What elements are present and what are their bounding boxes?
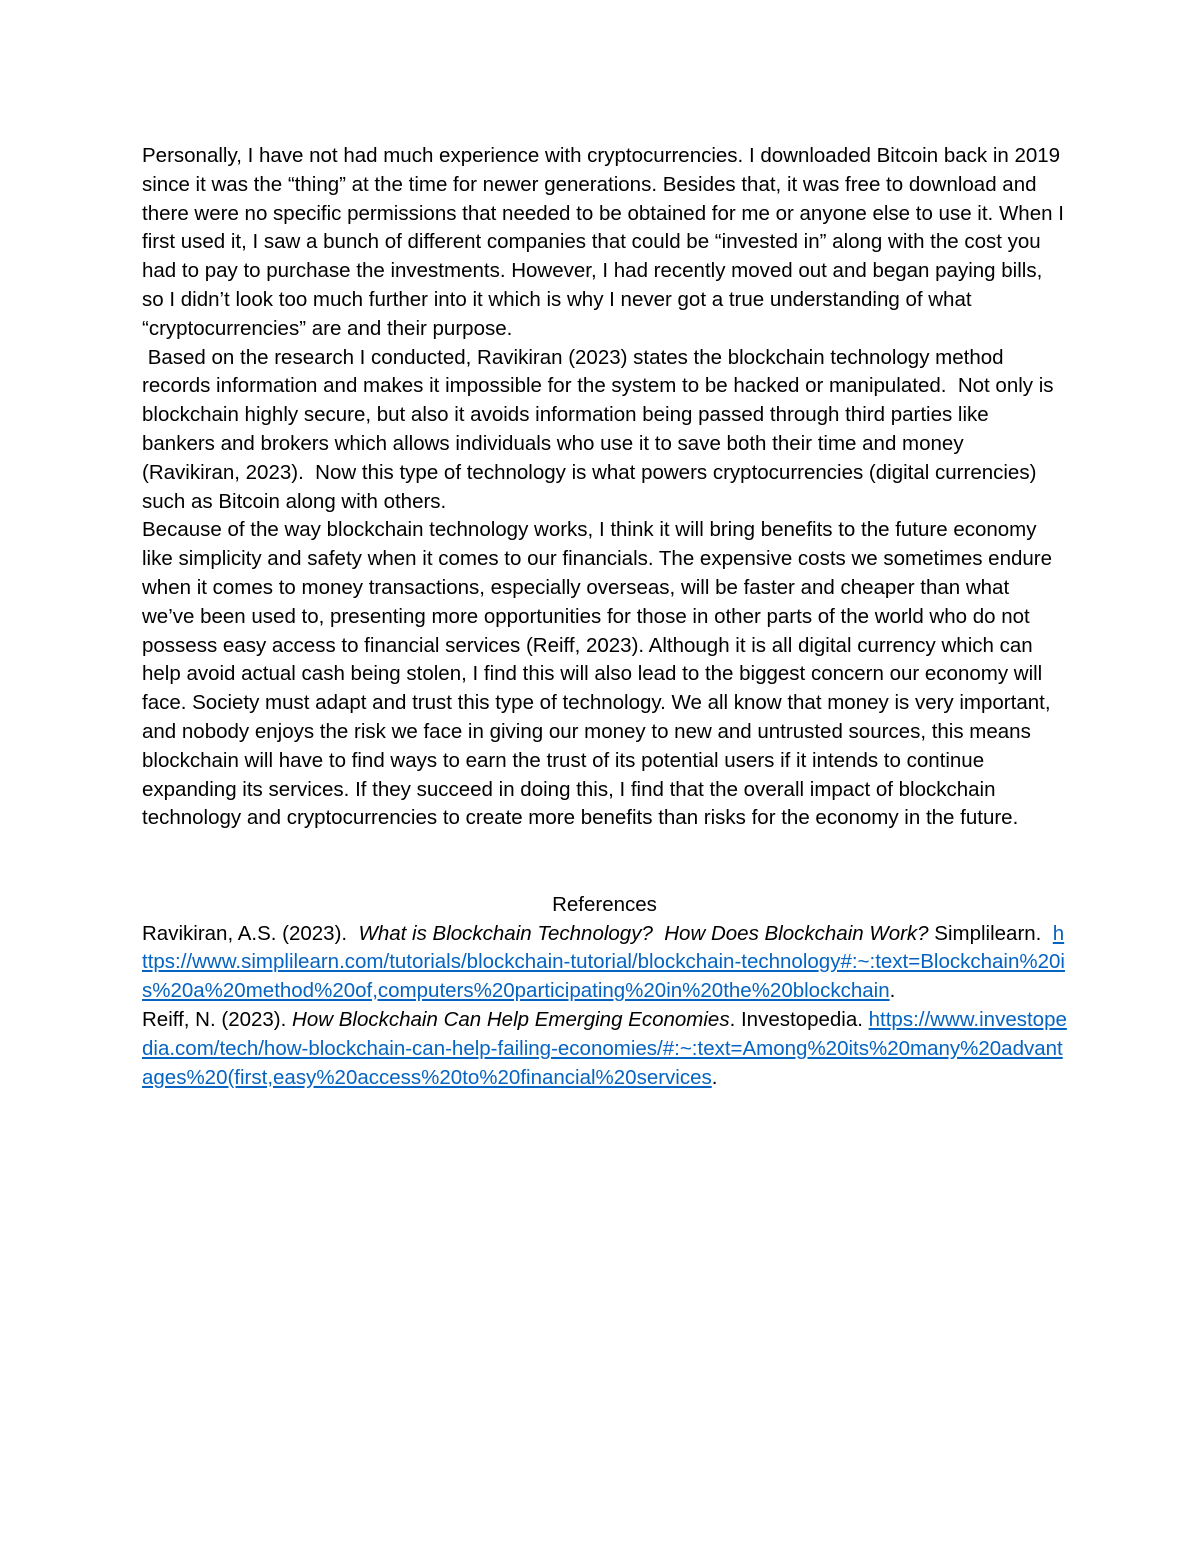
reference-author: Reiff, N. (2023). [142,1007,293,1031]
reference-author: Ravikiran, A.S. (2023). [142,921,359,945]
paragraph-economic-impact: Because of the way blockchain technology works, I think it will bring benefits to the future economy like simplicity and safety when it comes to our financials. The expensive costs we sometimes endure when it comes to money transactions, especially overseas, will be faster and cheaper than what we’ve been used to, presenting more opportunities for those in other parts of the world who do not possess easy access to financial services (Reiff, 2023). Although it is all digital currency which can help avoid actual cash being stolen, I find this will also lead to the biggest concern our economy will face. Society must adapt and trust this type of technology. We all know that money is very important, and nobody enjoys the risk we face in giving our money to new and untrusted sources, this means blockchain will have to find ways to earn the trust of its potential users if it intends to continue expanding its services. If they succeed in doing this, I find that the overall impact of blockchain technology and cryptocurrencies to create more benefits than risks for the economy in the future. [142,518,1053,830]
reference-publisher: . Investopedia. [729,1007,869,1031]
reference-title: How Blockchain Can Help Emerging Economies [292,1007,730,1031]
reference-publisher: Simplilearn. [928,921,1053,945]
document-body [142,142,1067,1092]
section-spacer [142,833,1067,891]
references-heading: References [552,892,657,916]
paragraph-personal-experience: Personally, I have not had much experience with cryptocurrencies. I downloaded Bitcoin back in 2019 since it was the “thing” at the time for newer generations. Besides that, it was free to download and there were no specific permissions that needed to be obtained for me or anyone else to use it. When I first used it, I saw a bunch of different companies that could be “invested in” along with the cost you had to pay to purchase the investments. However, I had recently moved out and began paying bills, so I didn’t look too much further into it which is why I never got a true understanding of what “cryptocurrencies” are and their purpose. [142,144,1064,340]
reference-entry-ravikiran [142,920,1067,1006]
reference-end: . [711,1065,718,1089]
reference-link[interactable]: https://www.simplilearn.com/tutorials/blockchain-tutorial/blockchain-technology#:~:text=Blockchain%20is%20a%20method%20of,computers%20participating%20in%20the%20blockchain [142,921,1065,1003]
reference-entry-reiff [142,1006,1067,1092]
paragraph-research: Based on the research I conducted, Ravikiran (2023) states the blockchain technology method records information and makes it impossible for the system to be hacked or manipulated. Not only is blockchain highly secure, but also it avoids information being passed through third parties like bankers and brokers which allows individuals who use it to save both their time and money (Ravikiran, 2023). Now this type of technology is what powers cryptocurrencies (digital currencies) such as Bitcoin along with others. [142,345,1060,513]
reference-link[interactable]: https://www.investopedia.com/tech/how-blockchain-can-help-failing-economies/#:~:text=Among%20its%20many%20advantages%20(first,easy%20access%20to%20financial%20services [142,1007,1067,1089]
reference-title: What is Blockchain Technology? How Does Blockchain Work? [358,921,929,945]
reference-end: . [889,979,896,1003]
